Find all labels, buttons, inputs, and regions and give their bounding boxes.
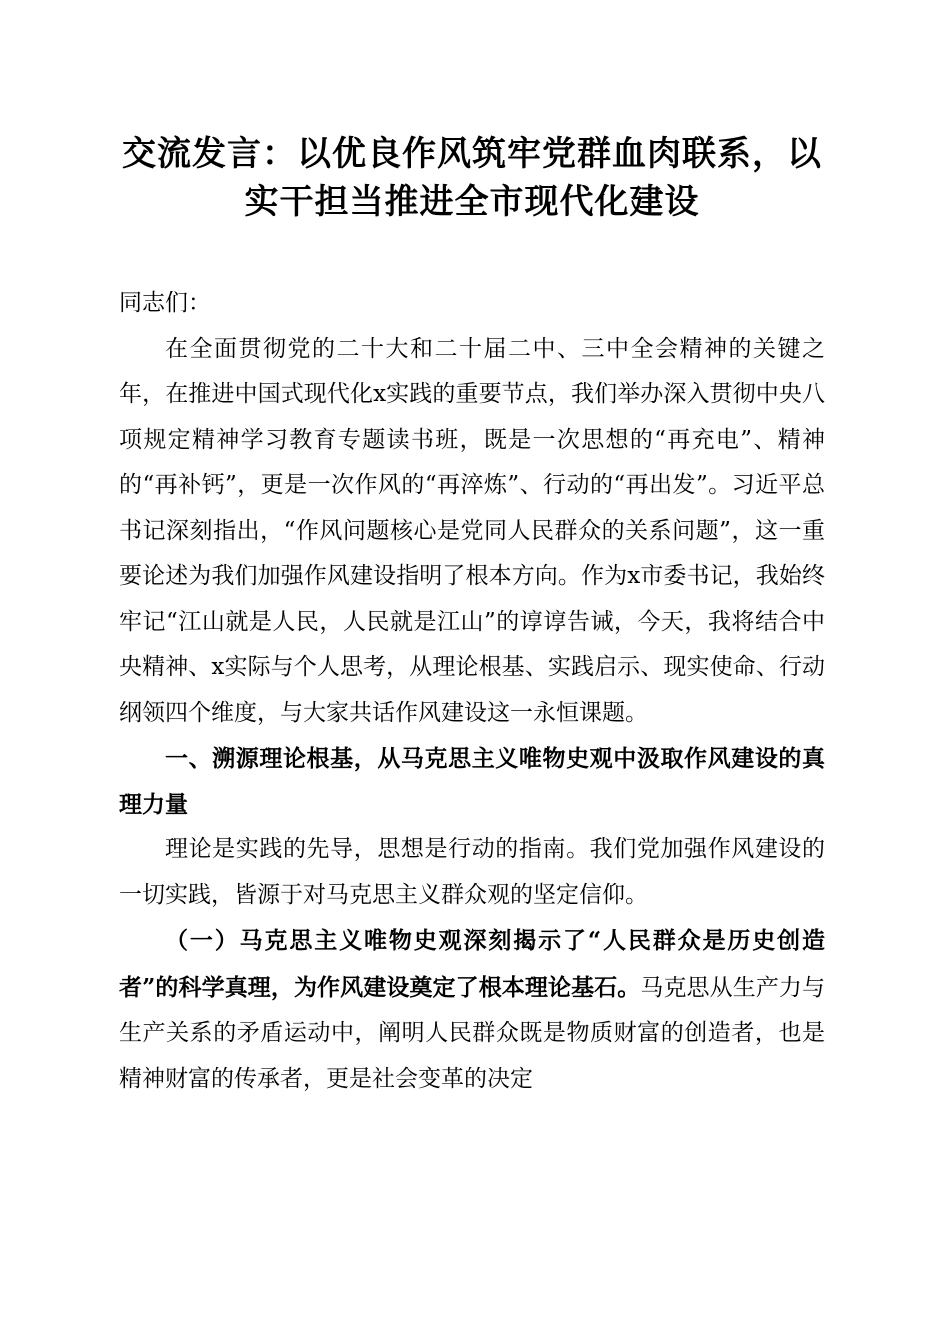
subsection-1-text: 马克思从生产力与生产关系的矛盾运动中，阐明人民群众既是物质财富的创造者，也是精神财富的传承者，更是社会变革的决定	[119, 974, 826, 1092]
document-title	[119, 130, 825, 226]
subsection-1-lead: （一）马克思主义唯物史观深刻揭示了“人民群众是历史创造者”的科学真理，为作风建设奠定了根本理论基石。	[119, 927, 825, 1001]
intro-paragraph: 在全面贯彻党的二十大和二十届二中、三中全会精神的关键之年，在推进中国式现代化x实践的重要节点，我们举办深入贯彻中央八项规定精神学习教育专题读书班，既是一次思想的“再充电”、精神的“再补钙”，更是一次作风的“再淬炼”、行动的“再出发”。习近平总书记深刻指出，“作风问题核心是党同人民群众的关系问题”，这一重要论述为我们加强作风建设指明了根本方向。作为x市委书记，我始终牢记“江山就是人民，人民就是江山”的谆谆告诫，今天，我将结合中央精神、x实际与个人思考，从理论根基、实践启示、现实使命、行动纲领四个维度，与大家共话作风建设这一永恒课题。	[119, 335, 825, 726]
section-heading-1: 一、溯源理论根基，从马克思主义唯物史观中汲取作风建设的真理力量	[119, 745, 825, 818]
document-body	[119, 281, 825, 1102]
title-line-2: 实干担当推进全市现代化建设	[244, 182, 700, 222]
title-line-1: 交流发言：以优良作风筑牢党群血肉联系，以	[122, 134, 822, 174]
subsection-1-paragraph	[119, 918, 825, 1102]
salutation: 同志们：	[119, 290, 211, 316]
section-1-paragraph: 理论是实践的先导，思想是行动的指南。我们党加强作风建设的一切实践，皆源于对马克思主义群众观的坚定信仰。	[119, 836, 825, 908]
document-page	[119, 130, 825, 1102]
